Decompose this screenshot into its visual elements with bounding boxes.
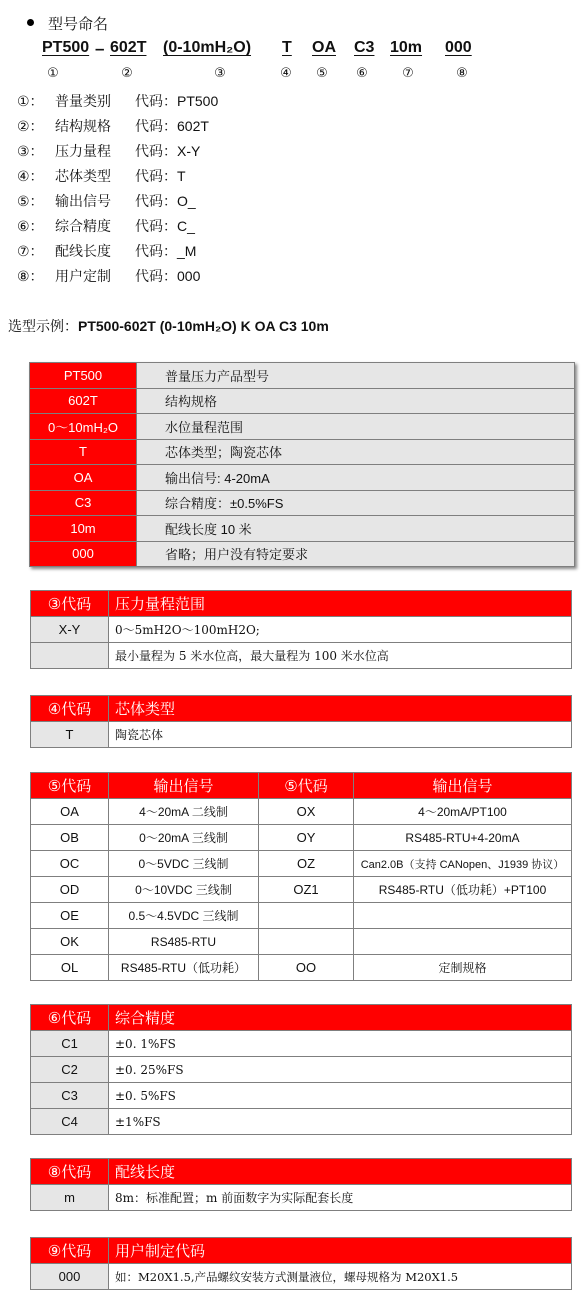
table-row: 000 如：M20X1.5,产品螺纹安装方式测量液位，螺母规格为 M20X1.5 (31, 1264, 572, 1290)
example-label: 选型示例： (8, 318, 78, 334)
table-row: T 芯体类型；陶瓷芯体 (30, 439, 575, 465)
table-row: OL RS485-RTU（低功耗） OO 定制规格 (31, 955, 572, 981)
range-table (30, 590, 572, 669)
model-part-4: T (282, 39, 292, 56)
section-title: 型号命名 (48, 16, 109, 33)
table-row: 10m 配线长度 10 米 (30, 516, 575, 542)
model-part-7: 10m (390, 39, 423, 56)
table-row: OA 4～20mA 二线制 OX 4～20mA/PT100 (31, 799, 572, 825)
table-row: OC 0～5VDC 三线制 OZ Can2.0B（支持 CANopen、J1939 协议） (31, 851, 572, 877)
circled-number: ⑤ (316, 65, 328, 80)
legend-item: ③： 压力量程 代码：X-Y (17, 143, 201, 159)
model-part-6: C3 (354, 39, 375, 56)
table-row: C3 ±0. 5%FS (31, 1083, 572, 1109)
table-header: ⑨代码 用户制定代码 (31, 1238, 572, 1264)
core-type-table (30, 695, 572, 748)
cable-length-table (30, 1158, 572, 1211)
table-row: OB 0～20mA 三线制 OY RS485-RTU+4-20mA (31, 825, 572, 851)
table-row: 0～10mH₂O 水位量程范围 (30, 414, 575, 440)
circled-number: ⑥ (356, 65, 368, 80)
legend-item: ⑤： 输出信号 代码：O_ (17, 193, 196, 209)
table-row: 最小量程为 5 米水位高，最大量程为 100 米水位高 (31, 643, 572, 669)
bullet-icon (27, 19, 34, 26)
model-part-8: 000 (445, 39, 472, 56)
table-row: PT500 普量压力产品型号 (30, 363, 575, 389)
model-part-5: OA (312, 39, 336, 56)
table-header: ④代码 芯体类型 (31, 696, 572, 722)
table-row: C1 ±0. 1%FS (31, 1031, 572, 1057)
legend-item: ①： 普量类别 代码：PT500 (17, 93, 219, 109)
accuracy-table (30, 1004, 572, 1135)
legend-item: ⑥： 综合精度 代码：C_ (17, 218, 195, 234)
legend-item: ⑦： 配线长度 代码：_M (17, 243, 197, 259)
legend-item: ②： 结构规格 代码：602T (17, 118, 209, 134)
circled-number: ③ (214, 65, 226, 80)
table-row: OE 0.5～4.5VDC 三线制 (31, 903, 572, 929)
table-row: C2 ±0. 25%FS (31, 1057, 572, 1083)
table-row: 602T 结构规格 (30, 388, 575, 414)
table-row: C3 综合精度：±0.5%FS (30, 490, 575, 516)
example-value: PT500-602T (0-10mH₂O) K OA C3 10m (78, 318, 329, 334)
model-part-3: (0-10mH₂O) (163, 39, 252, 56)
custom-code-table (30, 1237, 572, 1290)
table-row: T 陶瓷芯体 (31, 722, 572, 748)
table-header: ③代码 压力量程范围 (31, 591, 572, 617)
table-row: C4 ±1%FS (31, 1109, 572, 1135)
circled-number: ② (121, 65, 133, 80)
model-part-2: 602T (110, 39, 147, 56)
table-header: ⑥代码 综合精度 (31, 1005, 572, 1031)
circled-number: ⑧ (456, 65, 468, 80)
legend-item: ⑧： 用户定制 代码：000 (17, 268, 201, 284)
table-header: ⑤代码 输出信号 ⑤代码 输出信号 (31, 773, 572, 799)
legend-item: ④： 芯体类型 代码：T (17, 168, 186, 184)
circled-number: ⑦ (402, 65, 414, 80)
table-header: ⑧代码 配线长度 (31, 1159, 572, 1185)
circled-number: ④ (280, 65, 292, 80)
summary-table (29, 362, 575, 567)
table-row: m 8m：标准配置；m 前面数字为实际配套长度 (31, 1185, 572, 1211)
circled-number: ① (47, 65, 59, 80)
model-part-1: PT500 (42, 39, 90, 56)
output-signal-table (30, 772, 572, 981)
table-row: 000 省略；用户没有特定要求 (30, 541, 575, 567)
table-row: X-Y 0～5mH2O～100mH2O; (31, 617, 572, 643)
table-row: OD 0～10VDC 三线制 OZ1 RS485-RTU（低功耗）+PT100 (31, 877, 572, 903)
selection-example (8, 316, 329, 336)
model-part-dash: – (95, 39, 105, 58)
table-row: OA 输出信号: 4-20mA (30, 465, 575, 491)
table-row: OK RS485-RTU (31, 929, 572, 955)
